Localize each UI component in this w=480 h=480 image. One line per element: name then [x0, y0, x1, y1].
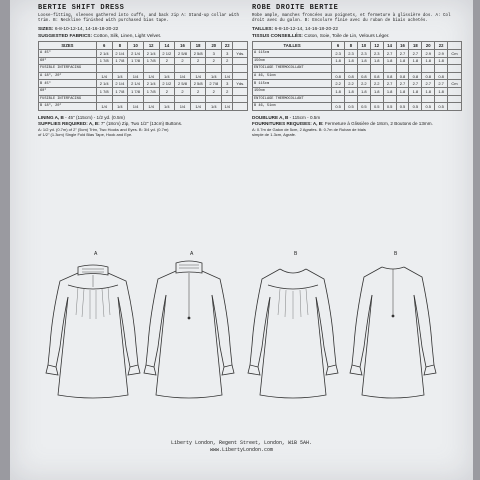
table-cell: 2 7/8	[206, 80, 222, 88]
table-cell: 2	[190, 57, 206, 65]
table-cell: 2	[175, 87, 191, 95]
view-label: B	[294, 251, 298, 257]
table-cell: 2	[222, 57, 233, 65]
table-cell	[345, 95, 358, 103]
english-column	[38, 4, 248, 138]
table-cell: Yds.	[233, 50, 248, 58]
table-cell: 1.8	[345, 57, 358, 65]
table-cell: FUSIBLE INTERFACING	[39, 65, 97, 73]
supplies-b-en: of 1/2" (1.3cm) Single Fold Bias Tape, Hook and Eye.	[38, 132, 133, 138]
table-header-cell: TAILLES	[253, 42, 332, 50]
pattern-sheet	[10, 0, 473, 480]
table-row	[39, 57, 248, 65]
table-cell	[190, 65, 206, 73]
supplies-b-fr: simple de 1.3cm, Agrafe.	[252, 132, 297, 138]
table-cell: 1/4	[175, 72, 191, 80]
table-cell: 1/4	[175, 103, 191, 111]
table-cell: 2.7	[435, 80, 448, 88]
table-cell: 1/4	[128, 103, 144, 111]
table-cell: 0.5	[370, 103, 383, 111]
table-row	[39, 103, 248, 111]
table-cell: 1 7/8	[143, 87, 159, 95]
table-cell: 2.9	[435, 50, 448, 58]
table-header-cell: 20	[206, 42, 222, 50]
table-cell: 1.8	[345, 87, 358, 95]
table-cell: 0.8	[396, 72, 409, 80]
table-cell: 1 7/8	[96, 87, 112, 95]
sizes-en: SIZES: 6-8-10-12-14, 14-16-18-20-22	[38, 27, 119, 33]
table-cell	[396, 95, 409, 103]
table-cell	[175, 95, 191, 103]
table-cell	[383, 95, 396, 103]
table-cell	[112, 95, 128, 103]
table-cell: 1 7/8	[143, 57, 159, 65]
table-cell: 2 1/2	[159, 80, 175, 88]
table-cell: 1 7/8	[112, 57, 128, 65]
table-cell	[435, 65, 448, 73]
table-cell: 1.8	[370, 87, 383, 95]
table-cell: 1.8	[383, 87, 396, 95]
table-cell: 3	[206, 50, 222, 58]
table-cell: ENTOILAGE THERMOCOLLANT	[253, 95, 332, 103]
table-cell: 2 5/8	[175, 50, 191, 58]
table-cell: 0.5	[357, 103, 370, 111]
table-cell: 2 5/8	[175, 80, 191, 88]
table-header-cell	[233, 42, 248, 50]
table-cell: 0.8	[370, 72, 383, 80]
description-fr: Robe ample, manches froncées aux poignets, et fermeture à glissière dos. A: Col droit avec du galon. B: Encolure finie avec du ruban de biais achetés.	[252, 14, 451, 24]
table-header-cell: 18	[409, 42, 422, 50]
table-cell	[357, 65, 370, 73]
table-row	[253, 65, 462, 73]
table-cell: 2.7	[383, 80, 396, 88]
table-cell: 2.7	[396, 80, 409, 88]
table-cell	[448, 57, 462, 65]
table-cell: 0.8	[357, 72, 370, 80]
table-header-cell: SIZES	[39, 42, 97, 50]
table-cell: 2	[175, 57, 191, 65]
table-cell: Cm	[448, 50, 462, 58]
table-cell: 2 5/8	[190, 80, 206, 88]
table-cell: 2.9	[422, 50, 435, 58]
table-cell: 1.8	[396, 87, 409, 95]
table-cell: 1/4	[143, 103, 159, 111]
table-cell: 1 7/8	[112, 87, 128, 95]
table-cell: Yds.	[233, 80, 248, 88]
table-cell: 150cm	[253, 87, 332, 95]
table-cell: 1.8	[332, 57, 345, 65]
table-cell: 2 1/4	[96, 80, 112, 88]
table-header-cell: 12	[370, 42, 383, 50]
table-cell: A 45"	[39, 50, 97, 58]
table-cell: 2.7	[396, 50, 409, 58]
table-cell: 1/4	[159, 103, 175, 111]
table-cell	[143, 65, 159, 73]
table-cell: 0.8	[383, 72, 396, 80]
table-cell	[448, 72, 462, 80]
table-cell: B 45"	[39, 80, 97, 88]
pattern-title-fr: ROBE DROITE BERTIE	[252, 4, 339, 12]
table-cell: 0.5	[422, 103, 435, 111]
fabrics-fr: TISSUS CONSEILLÉS: Coton, Soie, Toile de Lin, Velours Léger.	[252, 34, 390, 40]
table-cell	[357, 95, 370, 103]
table-header-cell	[448, 42, 462, 50]
table-cell: 2 1/4	[143, 50, 159, 58]
table-header-cell: 8	[345, 42, 358, 50]
table-cell: 2.3	[345, 50, 358, 58]
fabrics-en: SUGGESTED FABRICS: Cotton, Silk, Linen, Light Velvet.	[38, 34, 162, 40]
table-cell: 3	[222, 50, 233, 58]
table-cell: B 115cm	[253, 80, 332, 88]
table-header-cell: 22	[222, 42, 233, 50]
table-cell	[383, 65, 396, 73]
table-row	[39, 65, 248, 73]
table-cell	[222, 95, 233, 103]
table-cell: 0.5	[396, 103, 409, 111]
table-cell	[233, 72, 248, 80]
table-cell	[233, 87, 248, 95]
supplies-a-fr: A: 0.7m de Galon de 5cm, 2 Agrafes. B: 0.7m de Ruban de biais	[252, 126, 366, 132]
table-row	[253, 57, 462, 65]
table-header-cell: 16	[396, 42, 409, 50]
table-cell: 1.8	[435, 87, 448, 95]
table-cell: FUSIBLE INTERFACING	[39, 95, 97, 103]
table-cell: 0.5	[435, 103, 448, 111]
table-cell: 2.7	[409, 80, 422, 88]
table-cell: Cm	[448, 80, 462, 88]
table-cell: 2 1/4	[128, 80, 144, 88]
table-row	[39, 72, 248, 80]
table-cell	[448, 95, 462, 103]
table-cell: 1/4	[206, 72, 222, 80]
table-cell	[409, 95, 422, 103]
table-header-cell: 20	[422, 42, 435, 50]
table-cell	[448, 103, 462, 111]
table-cell: 1.8	[409, 57, 422, 65]
table-cell: 1 7/8	[128, 87, 144, 95]
table-cell: 1/4	[159, 72, 175, 80]
table-cell: 150cm	[253, 57, 332, 65]
table-row	[253, 87, 462, 95]
supplies-en: SUPPLIES REQUIRED: A, B: 7" (18cm) Zip, Two 1/2" (13cm) Buttons.	[38, 120, 183, 126]
table-cell: A 18", 20"	[39, 72, 97, 80]
table-cell: 2	[206, 87, 222, 95]
table-cell: 1/4	[190, 103, 206, 111]
table-header-cell: 12	[143, 42, 159, 50]
table-cell	[233, 103, 248, 111]
table-cell	[332, 95, 345, 103]
table-cell: 0.8	[345, 72, 358, 80]
view-label: B	[394, 251, 398, 257]
table-cell: 2 5/8	[190, 50, 206, 58]
table-header-cell: 10	[128, 42, 144, 50]
table-cell: A 115cm	[253, 50, 332, 58]
table-cell: 2.3	[370, 50, 383, 58]
table-cell: 2 1/4	[96, 50, 112, 58]
footer-address: Liberty London, Regent Street, London, W1B 5AH.	[170, 440, 313, 446]
table-cell: 1/4	[96, 103, 112, 111]
table-cell	[422, 65, 435, 73]
table-header-cell: 16	[175, 42, 191, 50]
table-cell: 2.2	[357, 80, 370, 88]
table-cell: 0.8	[332, 72, 345, 80]
view-label: A	[190, 251, 194, 257]
table-cell	[128, 65, 144, 73]
dress-a-front-illustration	[38, 255, 148, 405]
dress-a-back-illustration	[134, 255, 244, 405]
table-header-cell: 10	[357, 42, 370, 50]
table-cell: B 18", 20"	[39, 103, 97, 111]
table-header-cell: 14	[383, 42, 396, 50]
table-cell: 60"	[39, 57, 97, 65]
table-cell: 1/4	[206, 103, 222, 111]
table-cell: 0.5	[332, 103, 345, 111]
table-header-cell: 22	[435, 42, 448, 50]
table-cell	[233, 57, 248, 65]
table-cell	[159, 65, 175, 73]
table-cell: 2	[206, 57, 222, 65]
table-row	[253, 103, 462, 111]
table-cell	[128, 95, 144, 103]
table-cell: 2 1/4	[112, 80, 128, 88]
table-cell	[206, 95, 222, 103]
table-cell: 2.2	[370, 80, 383, 88]
table-cell	[448, 65, 462, 73]
sizes-fr: TAILLES: 6-8-10-12-14, 14-16-18-20-22	[252, 27, 339, 33]
table-cell	[396, 65, 409, 73]
table-cell: 1 7/8	[96, 57, 112, 65]
table-cell: 1/4	[96, 72, 112, 80]
table-cell: 1.8	[357, 57, 370, 65]
table-cell	[159, 95, 175, 103]
yardage-table-fr	[252, 41, 462, 110]
table-row	[39, 95, 248, 103]
lining-en: LINING A, B - 45" (115cm) - 1/2 yd. (0.5m)	[38, 114, 125, 120]
table-header-cell: 18	[190, 42, 206, 50]
table-cell	[112, 65, 128, 73]
table-cell: 60"	[39, 87, 97, 95]
table-header-cell: 14	[159, 42, 175, 50]
table-cell: 1.8	[435, 57, 448, 65]
table-cell: ENTOILAGE THERMOCOLLANT	[253, 65, 332, 73]
table-cell: 1.8	[357, 87, 370, 95]
table-row	[253, 50, 462, 58]
supplies-fr: FOURNITURES REQUISES: A, B: Fermeture à Glissière de 18cm, 2 Boutons de 13mm.	[252, 120, 433, 126]
table-cell: 2.7	[409, 50, 422, 58]
table-row	[39, 50, 248, 58]
table-cell: 0.8	[422, 72, 435, 80]
table-cell: 2.2	[345, 80, 358, 88]
table-cell	[345, 65, 358, 73]
table-cell: 2	[222, 87, 233, 95]
table-cell: 2	[159, 57, 175, 65]
table-cell: 2 1/4	[112, 50, 128, 58]
table-cell: A 46, 51cm	[253, 72, 332, 80]
footer-url: www.LibertyLondon.com	[209, 447, 273, 453]
table-cell	[175, 65, 191, 73]
table-row	[39, 87, 248, 95]
table-cell: 1.8	[409, 87, 422, 95]
table-cell: 1/4	[143, 72, 159, 80]
table-cell: 2	[190, 87, 206, 95]
table-cell	[96, 95, 112, 103]
lining-fr: DOUBLURE A, B - 115cm - 0.5m	[252, 114, 321, 120]
table-cell	[96, 65, 112, 73]
table-cell	[233, 65, 248, 73]
table-cell: 1.8	[396, 57, 409, 65]
view-label: A	[94, 251, 98, 257]
table-cell: 2.7	[383, 50, 396, 58]
table-cell: 1/4	[112, 72, 128, 80]
table-cell: 0.5	[383, 103, 396, 111]
table-cell: B 46, 51cm	[253, 103, 332, 111]
table-cell	[206, 65, 222, 73]
table-cell: 2 1/2	[159, 50, 175, 58]
french-column	[252, 4, 462, 138]
table-cell: 2	[159, 87, 175, 95]
table-cell: 2.7	[422, 80, 435, 88]
table-cell: 1.8	[370, 57, 383, 65]
description-en: Loose-fitting, sleeves gathered into cuffs, and back zip A: Stand-up collar with trim. B: Neckline finished with purchased bias tape.	[38, 14, 240, 24]
table-cell: 2 1/4	[128, 50, 144, 58]
table-cell: 2.2	[332, 80, 345, 88]
table-cell	[222, 65, 233, 73]
table-cell	[332, 65, 345, 73]
table-cell: 0.8	[435, 72, 448, 80]
table-cell: 2.3	[332, 50, 345, 58]
table-cell: 1/4	[222, 72, 233, 80]
table-cell	[370, 95, 383, 103]
table-cell: 1.8	[422, 87, 435, 95]
table-cell	[448, 87, 462, 95]
table-cell	[143, 95, 159, 103]
yardage-table-en	[38, 41, 248, 110]
pattern-title-en: BERTIE SHIFT DRESS	[38, 4, 125, 12]
table-cell: 1/4	[222, 103, 233, 111]
dress-b-back-illustration	[338, 255, 448, 405]
table-cell: 1/4	[190, 72, 206, 80]
table-cell: 1.8	[422, 57, 435, 65]
table-row	[253, 95, 462, 103]
dress-b-front-illustration	[238, 255, 348, 405]
table-header-cell: 8	[112, 42, 128, 50]
table-cell	[422, 95, 435, 103]
table-cell	[190, 95, 206, 103]
table-cell: 1.8	[383, 57, 396, 65]
table-cell	[409, 65, 422, 73]
table-cell: 1/4	[112, 103, 128, 111]
table-cell: 0.5	[409, 103, 422, 111]
table-cell: 1/4	[128, 72, 144, 80]
table-cell	[233, 95, 248, 103]
supplies-a-en: A: 1/2 yd. (0.7m) of 2" (5cm) Trim, Two Hooks and Eyes. B: 3/4 yd. (0.7m)	[38, 126, 169, 132]
table-header-cell: 6	[96, 42, 112, 50]
table-cell: 0.8	[409, 72, 422, 80]
table-cell: 1 7/8	[128, 57, 144, 65]
table-cell: 2.3	[357, 50, 370, 58]
table-cell: 1.8	[332, 87, 345, 95]
table-row	[253, 80, 462, 88]
table-cell	[370, 65, 383, 73]
table-row	[253, 72, 462, 80]
table-cell: 2 1/4	[143, 80, 159, 88]
table-row	[39, 80, 248, 88]
table-cell: 3	[222, 80, 233, 88]
table-header-cell: 6	[332, 42, 345, 50]
table-cell	[435, 95, 448, 103]
table-cell: 0.5	[345, 103, 358, 111]
